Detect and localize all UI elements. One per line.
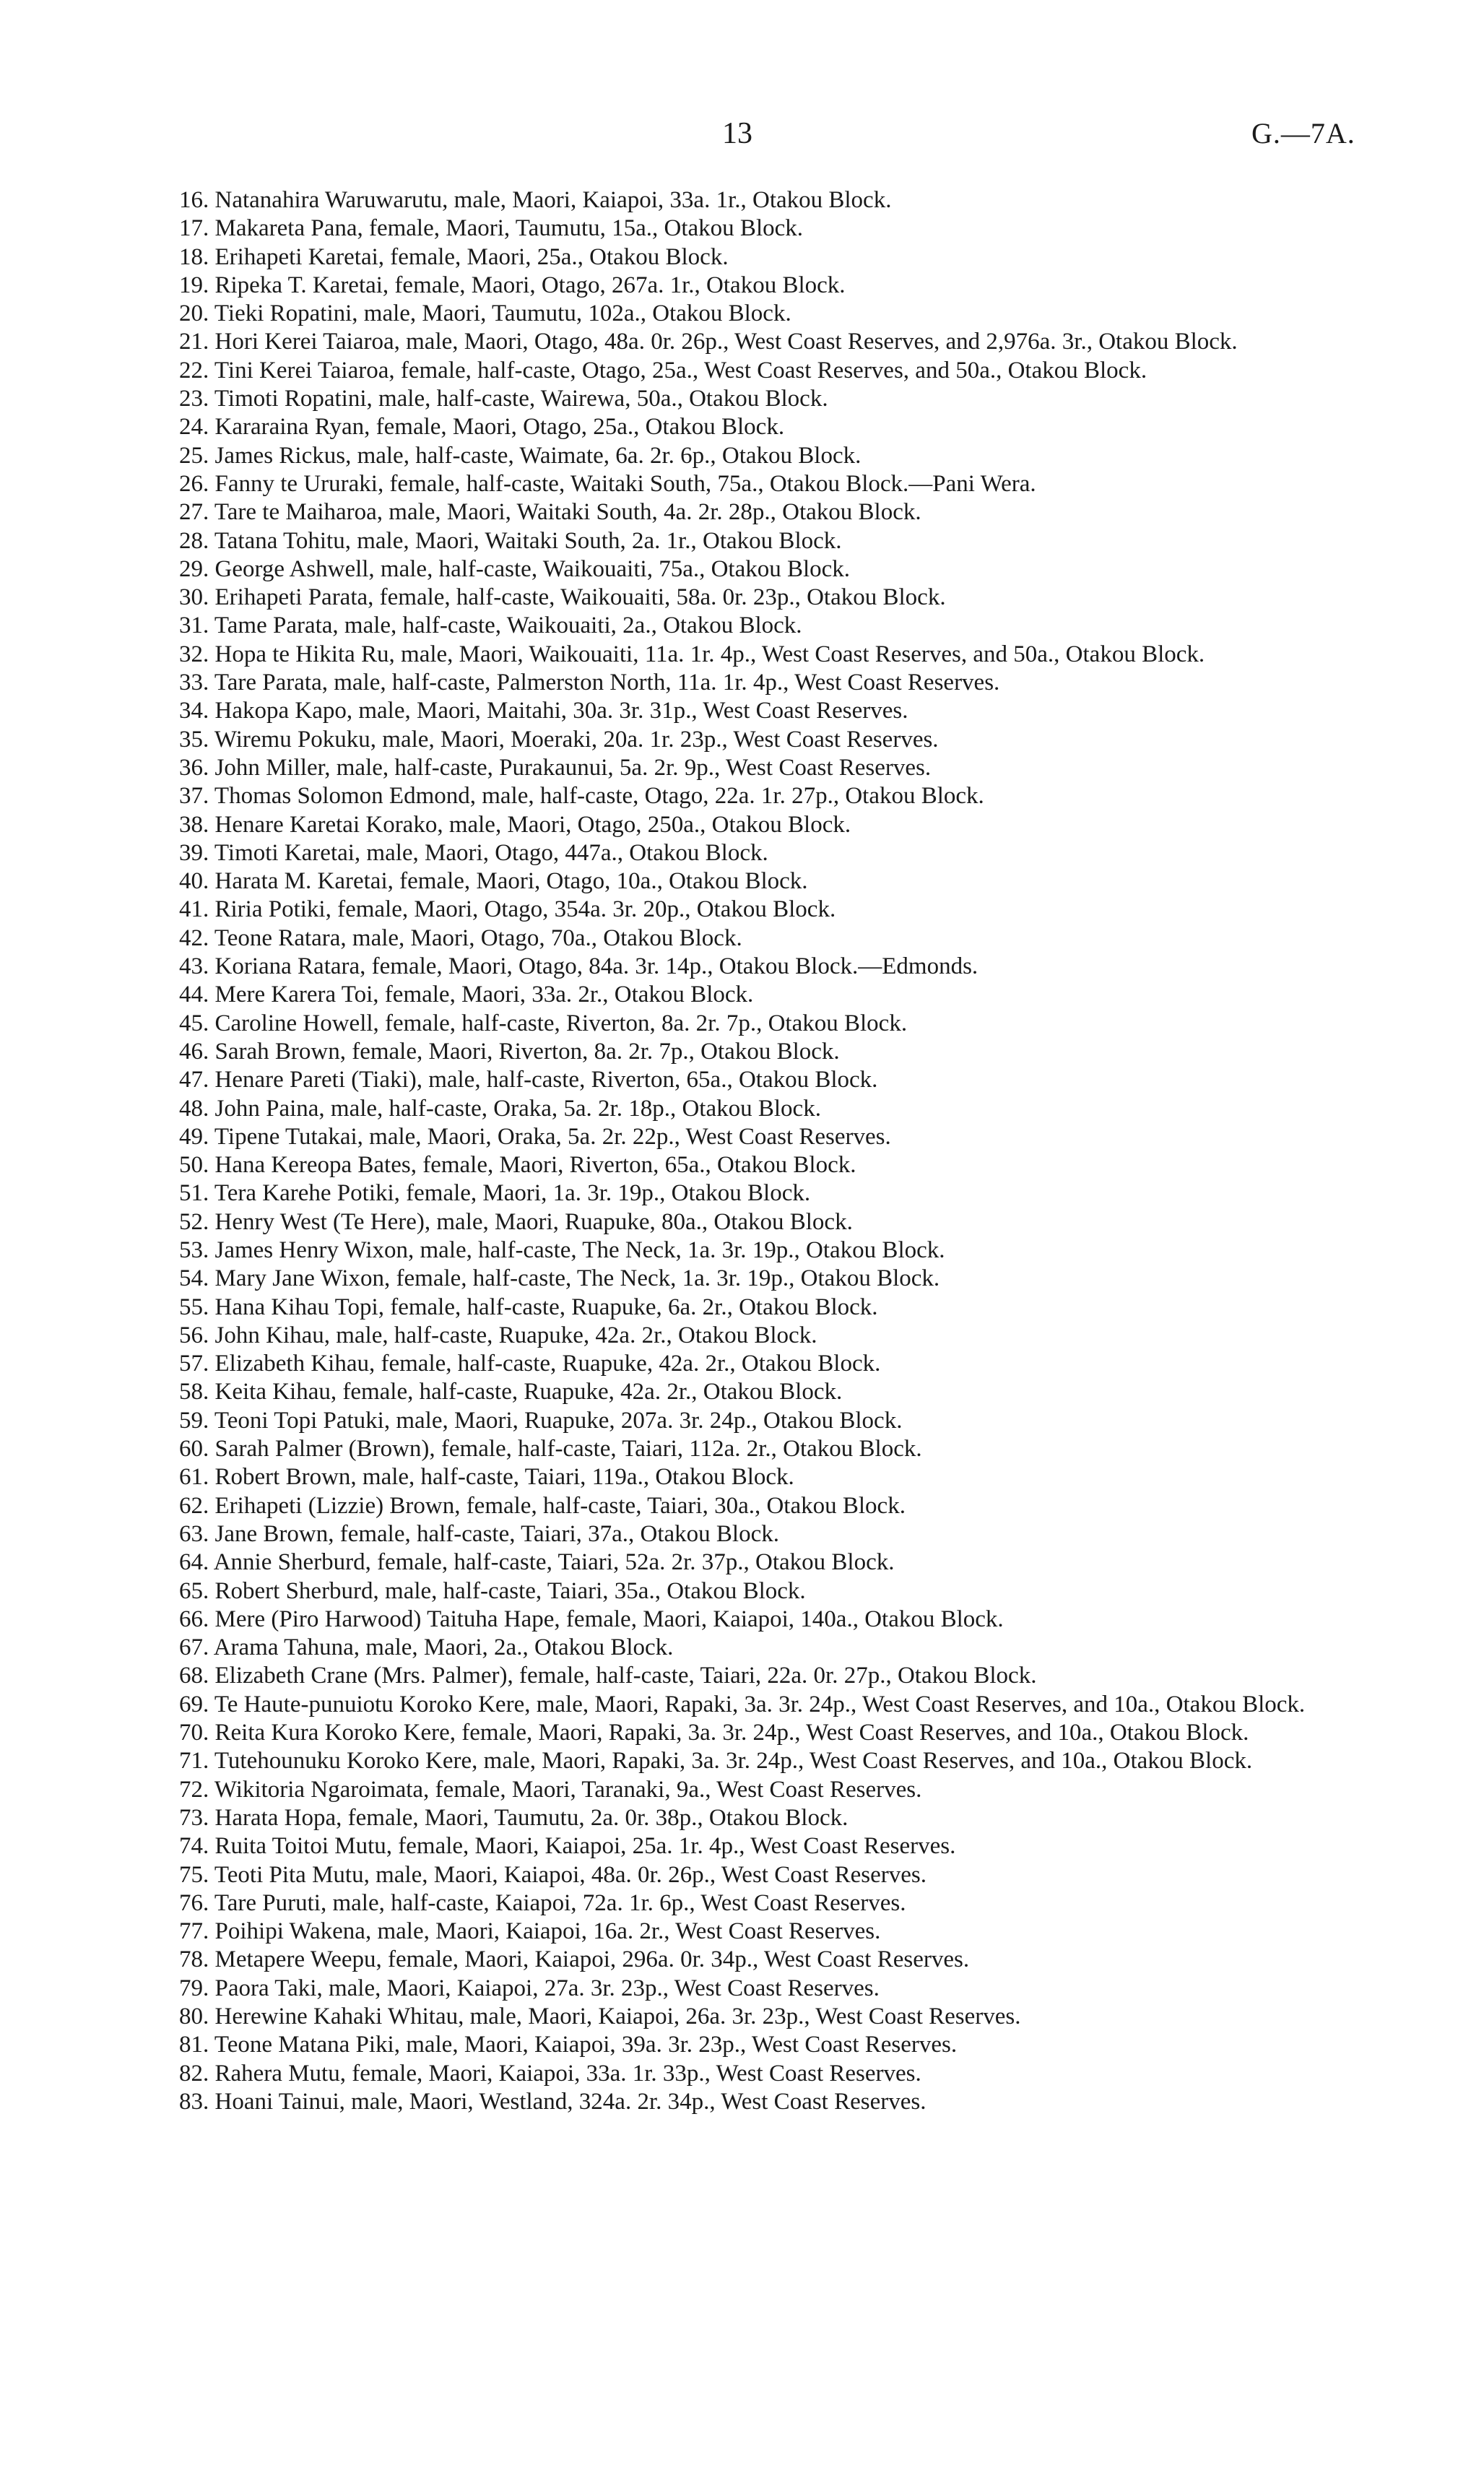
- entry-number: 52.: [179, 1208, 209, 1235]
- entry-text: Robert Sherburd, male, half-caste, Taiari, 35a., Otakou Block.: [214, 1577, 806, 1604]
- list-item: [118, 2003, 1361, 2031]
- entry-text: Arama Tahuna, male, Maori, 2a., Otakou Block.: [213, 1634, 674, 1661]
- entry-text: Fanny te Ururaki, female, half-caste, Waitaki South, 75a., Otakou Block.—Pani Wera.: [214, 470, 1036, 497]
- entry-text: Sarah Palmer (Brown), female, half-caste, Taiari, 112a. 2r., Otakou Block.: [214, 1436, 922, 1463]
- entry-text: Mere (Piro Harwood) Taituha Hape, female, Maori, Kaiapoi, 140a., Otakou Block.: [214, 1606, 1004, 1632]
- list-item: [118, 1776, 1361, 1804]
- list-item: [118, 867, 1361, 896]
- list-item: [118, 1294, 1361, 1322]
- list-item: [118, 1350, 1361, 1378]
- entry-number: 35.: [179, 726, 209, 753]
- list-item: [118, 811, 1361, 839]
- entry-number: 54.: [179, 1265, 209, 1292]
- entry-text: Timoti Karetai, male, Maori, Otago, 447a., Otakou Block.: [214, 839, 768, 866]
- entry-number: 56.: [179, 1322, 209, 1348]
- entry-text: Sarah Brown, female, Maori, Riverton, 8a. 2r. 7p., Otakou Block.: [214, 1038, 840, 1065]
- entry-text: Erihapeti Parata, female, half-caste, Waikouaiti, 58a. 0r. 23p., Otakou Block.: [214, 584, 946, 611]
- list-item: [118, 1208, 1361, 1236]
- list-item: [118, 2060, 1361, 2088]
- entry-text: Thomas Solomon Edmond, male, half-caste, Otago, 22a. 1r. 27p., Otakou Block.: [214, 783, 984, 810]
- entry-text: Metapere Weepu, female, Maori, Kaiapoi, 296a. 0r. 34p., West Coast Reserves.: [214, 1946, 970, 1973]
- entry-text: Elizabeth Crane (Mrs. Palmer), female, half-caste, Taiari, 22a. 0r. 27p., Otakou Block.: [214, 1663, 1037, 1689]
- list-item: [118, 697, 1361, 725]
- entry-number: 40.: [179, 868, 209, 895]
- entry-number: 75.: [179, 1861, 209, 1888]
- page-number: 13: [722, 117, 752, 150]
- list-item: [118, 1946, 1361, 1974]
- list-item: [118, 470, 1361, 498]
- entry-text: Elizabeth Kihau, female, half-caste, Ruapuke, 42a. 2r., Otakou Block.: [214, 1351, 881, 1377]
- entry-text: Kararaina Ryan, female, Maori, Otago, 25a., Otakou Block.: [214, 414, 785, 441]
- entry-number: 19.: [179, 272, 209, 298]
- list-item: [118, 1123, 1361, 1151]
- entry-text: Tare Parata, male, half-caste, Palmerston North, 11a. 1r. 4p., West Coast Reserves.: [214, 670, 1000, 696]
- list-item: [118, 1492, 1361, 1520]
- entry-text: James Henry Wixon, male, half-caste, The Neck, 1a. 3r. 19p., Otakou Block.: [214, 1236, 945, 1263]
- entry-number: 64.: [179, 1549, 209, 1576]
- entry-text: Henare Pareti (Tiaki), male, half-caste, Riverton, 65a., Otakou Block.: [214, 1067, 878, 1093]
- entry-number: 43.: [179, 953, 209, 980]
- list-item: [118, 1322, 1361, 1350]
- list-item: [118, 328, 1361, 356]
- entry-text: Caroline Howell, female, half-caste, Riverton, 8a. 2r. 7p., Otakou Block.: [214, 1010, 908, 1036]
- entry-number: 61.: [179, 1464, 209, 1491]
- entry-text: James Rickus, male, half-caste, Waimate, 6a. 2r. 6p., Otakou Block.: [214, 442, 862, 469]
- entry-number: 33.: [179, 670, 209, 696]
- list-item: [118, 1691, 1361, 1719]
- entry-number: 80.: [179, 2003, 209, 2029]
- entry-number: 76.: [179, 1889, 209, 1916]
- entry-text: Wikitoria Ngaroimata, female, Maori, Taranaki, 9a., West Coast Reserves.: [214, 1776, 922, 1803]
- entry-number: 68.: [179, 1663, 209, 1689]
- list-item: [118, 1066, 1361, 1094]
- entry-text: Erihapeti Karetai, female, Maori, 25a., Otakou Block.: [214, 243, 729, 270]
- entry-number: 41.: [179, 896, 209, 923]
- entry-number: 38.: [179, 811, 209, 838]
- list-item: [118, 1463, 1361, 1491]
- page-header: [0, 116, 1484, 152]
- list-item: [118, 1010, 1361, 1038]
- entry-number: 74.: [179, 1833, 209, 1860]
- list-item: [118, 1407, 1361, 1435]
- entry-number: 66.: [179, 1606, 209, 1632]
- entry-number: 28.: [179, 527, 209, 554]
- entry-text: Tare te Maiharoa, male, Maori, Waitaki South, 4a. 2r. 28p., Otakou Block.: [214, 499, 921, 526]
- entry-text: Tutehounuku Koroko Kere, male, Maori, Rapaki, 3a. 3r. 24p., West Coast Reserves, and 10a., Otakou Block.: [214, 1748, 1253, 1775]
- list-item: [118, 896, 1361, 924]
- entry-number: 81.: [179, 2032, 209, 2058]
- entry-text: Tini Kerei Taiaroa, female, half-caste, Otago, 25a., West Coast Reserves, and 50a., Otakou Block.: [214, 357, 1147, 384]
- list-item: [118, 1577, 1361, 1606]
- list-item: [118, 1804, 1361, 1832]
- entry-text: John Kihau, male, half-caste, Ruapuke, 42a. 2r., Otakou Block.: [214, 1322, 817, 1348]
- list-item: [118, 1179, 1361, 1208]
- entry-number: 45.: [179, 1010, 209, 1036]
- entry-number: 22.: [179, 357, 209, 384]
- list-item: [118, 1038, 1361, 1066]
- entry-number: 60.: [179, 1436, 209, 1463]
- entry-text: Tare Puruti, male, half-caste, Kaiapoi, 72a. 1r. 6p., West Coast Reserves.: [214, 1889, 906, 1916]
- entry-text: Hana Kereopa Bates, female, Maori, Riverton, 65a., Otakou Block.: [214, 1152, 856, 1179]
- entry-text: Henry West (Te Here), male, Maori, Ruapuke, 80a., Otakou Block.: [214, 1208, 853, 1235]
- list-item: [118, 1634, 1361, 1662]
- entry-text: Mere Karera Toi, female, Maori, 33a. 2r., Otakou Block.: [214, 982, 754, 1008]
- list-item: [118, 442, 1361, 470]
- list-item: [118, 2088, 1361, 2116]
- entry-number: 23.: [179, 386, 209, 412]
- entry-text: Tame Parata, male, half-caste, Waikouaiti, 2a., Otakou Block.: [214, 612, 802, 639]
- list-item: [118, 924, 1361, 953]
- list-item: [118, 726, 1361, 754]
- list-item: [118, 782, 1361, 810]
- entry-text: Makareta Pana, female, Maori, Taumutu, 15a., Otakou Block.: [214, 215, 804, 242]
- entry-number: 78.: [179, 1946, 209, 1973]
- list-item: [118, 498, 1361, 527]
- entry-number: 37.: [179, 783, 209, 810]
- entry-text: John Paina, male, half-caste, Oraka, 5a. 2r. 18p., Otakou Block.: [214, 1095, 821, 1122]
- entry-text: Hoani Tainui, male, Maori, Westland, 324a. 2r. 34p., West Coast Reserves.: [214, 2088, 927, 2115]
- entry-number: 48.: [179, 1095, 209, 1122]
- entry-number: 36.: [179, 754, 209, 781]
- list-item: [118, 839, 1361, 867]
- entry-number: 32.: [179, 641, 209, 667]
- entry-text: Riria Potiki, female, Maori, Otago, 354a. 3r. 20p., Otakou Block.: [214, 896, 836, 923]
- entry-number: 71.: [179, 1748, 209, 1775]
- entry-number: 20.: [179, 300, 209, 327]
- entry-number: 77.: [179, 1918, 209, 1945]
- entry-number: 21.: [179, 329, 209, 355]
- entry-text: Harata Hopa, female, Maori, Taumutu, 2a. 0r. 38p., Otakou Block.: [214, 1804, 849, 1831]
- entry-text: Herewine Kahaki Whitau, male, Maori, Kaiapoi, 26a. 3r. 23p., West Coast Reserves.: [214, 2003, 1021, 2029]
- list-item: [118, 243, 1361, 272]
- list-item: [118, 1918, 1361, 1946]
- list-item: [118, 1975, 1361, 2003]
- entry-text: Teone Ratara, male, Maori, Otago, 70a., Otakou Block.: [214, 924, 742, 951]
- list-item: [118, 272, 1361, 300]
- entry-number: 34.: [179, 698, 209, 724]
- entry-text: Koriana Ratara, female, Maori, Otago, 84a. 3r. 14p., Otakou Block.—Edmonds.: [214, 953, 979, 980]
- entry-text: Teoti Pita Mutu, male, Maori, Kaiapoi, 48a. 0r. 26p., West Coast Reserves.: [214, 1861, 927, 1888]
- list-item: [118, 385, 1361, 413]
- list-item: [118, 1747, 1361, 1775]
- list-item: [118, 300, 1361, 328]
- entry-number: 49.: [179, 1123, 209, 1150]
- list-item: [118, 612, 1361, 640]
- entry-number: 53.: [179, 1236, 209, 1263]
- entry-text: Henare Karetai Korako, male, Maori, Otago, 250a., Otakou Block.: [214, 811, 851, 838]
- list-item: [118, 669, 1361, 697]
- list-item: [118, 1095, 1361, 1123]
- entry-text: Mary Jane Wixon, female, half-caste, The Neck, 1a. 3r. 19p., Otakou Block.: [214, 1265, 940, 1292]
- list-item: [118, 2031, 1361, 2059]
- entry-text: Hana Kihau Topi, female, half-caste, Ruapuke, 6a. 2r., Otakou Block.: [214, 1294, 878, 1320]
- list-item: [118, 1151, 1361, 1179]
- entry-number: 67.: [179, 1634, 209, 1661]
- entry-text: Tipene Tutakai, male, Maori, Oraka, 5a. 2r. 22p., West Coast Reserves.: [214, 1123, 891, 1150]
- entry-text: George Ashwell, male, half-caste, Waikouaiti, 75a., Otakou Block.: [214, 555, 851, 582]
- entry-text: Rahera Mutu, female, Maori, Kaiapoi, 33a. 1r. 33p., West Coast Reserves.: [214, 2060, 921, 2087]
- entry-number: 39.: [179, 839, 209, 866]
- entry-text: Harata M. Karetai, female, Maori, Otago, 10a., Otakou Block.: [214, 868, 808, 895]
- list-item: [118, 1548, 1361, 1577]
- entry-number: 73.: [179, 1804, 209, 1831]
- list-item: [118, 1662, 1361, 1690]
- entry-text: Ruita Toitoi Mutu, female, Maori, Kaiapoi, 25a. 1r. 4p., West Coast Reserves.: [214, 1833, 956, 1860]
- entry-text: Paora Taki, male, Maori, Kaiapoi, 27a. 3r. 23p., West Coast Reserves.: [214, 1975, 880, 2001]
- entry-number: 31.: [179, 612, 209, 639]
- entry-text: Timoti Ropatini, male, half-caste, Wairewa, 50a., Otakou Block.: [214, 386, 828, 412]
- list-item: [118, 953, 1361, 981]
- entry-text: John Miller, male, half-caste, Purakaunui, 5a. 2r. 9p., West Coast Reserves.: [214, 754, 932, 781]
- list-item: [118, 357, 1361, 385]
- entry-text: Hopa te Hikita Ru, male, Maori, Waikouaiti, 11a. 1r. 4p., West Coast Reserves, and 50a., Otakou Block.: [214, 641, 1205, 667]
- entry-text: Hori Kerei Taiaroa, male, Maori, Otago, 48a. 0r. 26p., West Coast Reserves, and 2,976a. 3r., Otakou Block.: [214, 329, 1238, 355]
- entry-list: [118, 186, 1361, 2116]
- entry-text: Annie Sherburd, female, half-caste, Taiari, 52a. 2r. 37p., Otakou Block.: [213, 1549, 895, 1576]
- list-item: [118, 981, 1361, 1009]
- entry-number: 59.: [179, 1407, 209, 1434]
- entry-number: 47.: [179, 1067, 209, 1093]
- entry-number: 69.: [179, 1691, 209, 1717]
- list-item: [118, 527, 1361, 555]
- entry-number: 70.: [179, 1720, 209, 1746]
- entry-number: 65.: [179, 1577, 209, 1604]
- entry-text: Natanahira Waruwarutu, male, Maori, Kaiapoi, 33a. 1r., Otakou Block.: [214, 187, 892, 213]
- entry-number: 79.: [179, 1975, 209, 2001]
- entry-text: Hakopa Kapo, male, Maori, Maitahi, 30a. 3r. 31p., West Coast Reserves.: [214, 698, 908, 724]
- list-item: [118, 1889, 1361, 1918]
- list-item: [118, 754, 1361, 782]
- entry-text: Teoni Topi Patuki, male, Maori, Ruapuke, 207a. 3r. 24p., Otakou Block.: [214, 1407, 903, 1434]
- entry-text: Tieki Ropatini, male, Maori, Taumutu, 102a., Otakou Block.: [214, 300, 791, 327]
- entry-number: 62.: [179, 1492, 209, 1519]
- document-reference: G.—7A.: [1251, 117, 1355, 150]
- entry-text: Teone Matana Piki, male, Maori, Kaiapoi, 39a. 3r. 23p., West Coast Reserves.: [214, 2032, 958, 2058]
- entry-number: 27.: [179, 499, 209, 526]
- list-item: [118, 1520, 1361, 1548]
- entry-text: Tatana Tohitu, male, Maori, Waitaki South, 2a. 1r., Otakou Block.: [214, 527, 842, 554]
- list-item: [118, 1378, 1361, 1406]
- entry-number: 58.: [179, 1379, 209, 1405]
- entry-text: Ripeka T. Karetai, female, Maori, Otago, 267a. 1r., Otakou Block.: [214, 272, 846, 298]
- entry-number: 44.: [179, 982, 209, 1008]
- entry-text: Erihapeti (Lizzie) Brown, female, half-caste, Taiari, 30a., Otakou Block.: [214, 1492, 906, 1519]
- entry-number: 55.: [179, 1294, 209, 1320]
- entry-text: Tera Karehe Potiki, female, Maori, 1a. 3r. 19p., Otakou Block.: [214, 1180, 811, 1207]
- list-item: [118, 1719, 1361, 1747]
- entry-number: 51.: [179, 1180, 209, 1207]
- entry-number: 42.: [179, 924, 209, 951]
- entry-number: 25.: [179, 442, 209, 469]
- entry-number: 30.: [179, 584, 209, 611]
- entry-text: Poihipi Wakena, male, Maori, Kaiapoi, 16a. 2r., West Coast Reserves.: [214, 1918, 881, 1945]
- entry-number: 50.: [179, 1152, 209, 1179]
- entry-text: Te Haute-punuiotu Koroko Kere, male, Maori, Rapaki, 3a. 3r. 24p., West Coast Reserves, and 10a., Otakou Block.: [214, 1691, 1306, 1717]
- entry-text: Keita Kihau, female, half-caste, Ruapuke, 42a. 2r., Otakou Block.: [214, 1379, 843, 1405]
- list-item: [118, 413, 1361, 441]
- entry-text: Reita Kura Koroko Kere, female, Maori, Rapaki, 3a. 3r. 24p., West Coast Reserves, and 10a., Otakou Block.: [214, 1720, 1249, 1746]
- entry-number: 24.: [179, 414, 209, 441]
- entry-number: 26.: [179, 470, 209, 497]
- list-item: [118, 1606, 1361, 1634]
- entry-text: Wiremu Pokuku, male, Maori, Moeraki, 20a. 1r. 23p., West Coast Reserves.: [214, 726, 939, 753]
- entry-number: 82.: [179, 2060, 209, 2087]
- list-item: [118, 584, 1361, 612]
- list-item: [118, 555, 1361, 584]
- list-item: [118, 215, 1361, 243]
- entry-number: 17.: [179, 215, 209, 242]
- list-item: [118, 641, 1361, 669]
- entry-text: Robert Brown, male, half-caste, Taiari, 119a., Otakou Block.: [214, 1464, 794, 1491]
- list-item: [118, 186, 1361, 215]
- entry-number: 46.: [179, 1038, 209, 1065]
- entry-number: 29.: [179, 555, 209, 582]
- entry-number: 57.: [179, 1351, 209, 1377]
- list-item: [118, 1265, 1361, 1293]
- entry-number: 16.: [179, 187, 209, 213]
- list-item: [118, 1832, 1361, 1860]
- list-item: [118, 1861, 1361, 1889]
- entry-number: 83.: [179, 2088, 209, 2115]
- entry-text: Jane Brown, female, half-caste, Taiari, 37a., Otakou Block.: [214, 1520, 779, 1547]
- list-item: [118, 1236, 1361, 1265]
- entry-number: 63.: [179, 1520, 209, 1547]
- entry-number: 72.: [179, 1776, 209, 1803]
- list-item: [118, 1435, 1361, 1463]
- entry-number: 18.: [179, 243, 209, 270]
